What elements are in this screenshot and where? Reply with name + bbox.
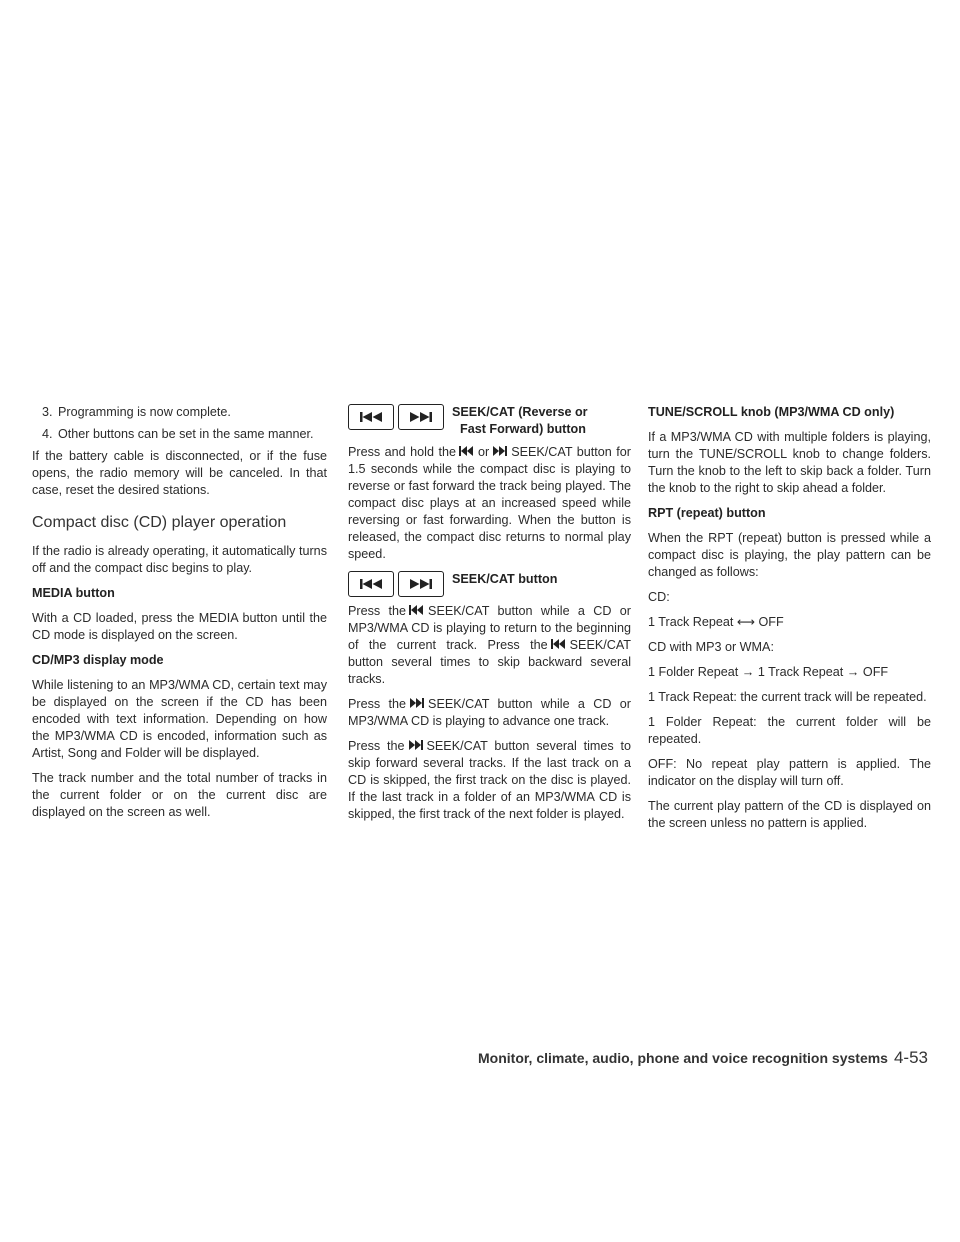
rpt-paragraph: When the RPT (repeat) button is pressed while a compact disc is playing, the play pattern can be changed as follows: [648,531,931,579]
list-item-4 [42,426,327,443]
skip-forward-icon [408,411,434,423]
skip-back-icon [551,639,567,650]
heading-line-2: Fast Forward) button [460,422,586,436]
cd-label: CD: [648,590,670,604]
list-item-3 [42,404,327,421]
right-column [648,404,931,840]
seek-back-button-illustration [348,404,394,430]
seek-reverse-ff-block [348,404,631,438]
battery-paragraph: If the battery cable is disconnected, or if the fuse opens, the radio memory will be canceled. In that case, reset the desired stations. [32,449,327,497]
button-illustration [348,404,444,430]
left-column [32,404,327,829]
skip-forward-icon [409,698,425,709]
heading-line-1: SEEK/CAT (Reverse or [452,405,588,419]
skip-forward-icon [408,740,424,751]
rpt-button-heading: RPT (repeat) button [648,506,766,520]
page-footer [420,1049,928,1067]
skip-back-icon [459,446,475,457]
seek-forward-button-illustration [398,404,444,430]
display-mode-heading: CD/MP3 display mode [32,653,164,667]
section-heading: Compact disc (CD) player operation [32,514,287,531]
media-paragraph: With a CD loaded, press the MEDIA button until the CD mode is displayed on the screen. [32,611,327,642]
skip-back-icon [358,578,384,590]
tune-scroll-paragraph: If a MP3/WMA CD with multiple folders is playing, turn the TUNE/SCROLL knob to change folders. Turn the knob to the left to skip back a folder. Turn the knob to the right to skip ahead a folder. [648,430,931,495]
mp3-label: CD with MP3 or WMA: [648,640,774,654]
seek-reverse-ff-heading [452,404,588,438]
tune-scroll-heading: TUNE/SCROLL knob (MP3/WMA CD only) [648,405,895,419]
off-desc: OFF: No repeat play pattern is applied. The indicator on the display will turn off. [648,757,931,788]
skip-back-icon [409,605,425,616]
display-mode-paragraph: While listening to an MP3/WMA CD, certain text may be displayed on the screen if the CD has been encoded with text information. Depending on how the MP3/WMA CD is encoded, information such as Artist, Song and Folder will be displayed. [32,678,327,760]
skip-forward-icon [492,446,508,457]
button-illustration [348,571,444,597]
cd-pattern: 1 Track Repeat ⟷ OFF [648,615,784,629]
seek-back-button-illustration [348,571,394,597]
list-number: 4. [42,427,53,441]
mp3-pattern: 1 Folder Repeat → 1 Track Repeat → OFF [648,665,889,679]
seek-cat-block [348,571,631,597]
skip-back-icon [358,411,384,423]
skip-forward-icon [408,578,434,590]
folder-repeat-desc: 1 Folder Repeat: the current folder will be repeated. [648,715,931,746]
list-text: Other buttons can be set in the same manner. [58,427,314,441]
middle-column [348,404,631,831]
list-number: 3. [42,405,53,419]
press-hold-paragraph: Press and hold the or SEEK/CAT button for 1.5 seconds while the compact disc is playing to reverse or fast forward the track being played. The compact disc plays at an increased speed while reversing or fast forwarding. When the button is released, the compact disc returns to normal play speed. [348,445,631,561]
seek-back-paragraph: Press the SEEK/CAT button while a CD or MP3/WMA CD is playing to return to the beginning of the current track. Press the SEEK/CAT button several times to skip backward several tracks. [348,604,631,686]
track-repeat-desc: 1 Track Repeat: the current track will be repeated. [648,690,927,704]
media-button-heading: MEDIA button [32,586,115,600]
list-text: Programming is now complete. [58,405,231,419]
autoplay-paragraph: If the radio is already operating, it automatically turns off and the compact disc begins to play. [32,544,327,575]
page-number: 4-53 [893,1048,928,1067]
seek-forward-several-paragraph: Press the SEEK/CAT button several times to skip forward several tracks. If the last track on a CD is skipped, the first track on the disc is played. If the last track in a folder of an MP3/WMA CD is skipped, the first track of the next folder is played. [348,739,631,821]
section-title: Monitor, climate, audio, phone and voice recognition systems [478,1050,888,1066]
seek-forward-button-illustration [398,571,444,597]
seek-forward-paragraph: Press the SEEK/CAT button while a CD or MP3/WMA CD is playing to advance one track. [348,697,631,728]
seek-cat-heading: SEEK/CAT button [452,572,558,586]
current-pattern-desc: The current play pattern of the CD is displayed on the screen unless no pattern is applied. [648,799,931,830]
track-number-paragraph: The track number and the total number of tracks in the current folder or on the current disc are displayed on the screen as well. [32,771,327,819]
